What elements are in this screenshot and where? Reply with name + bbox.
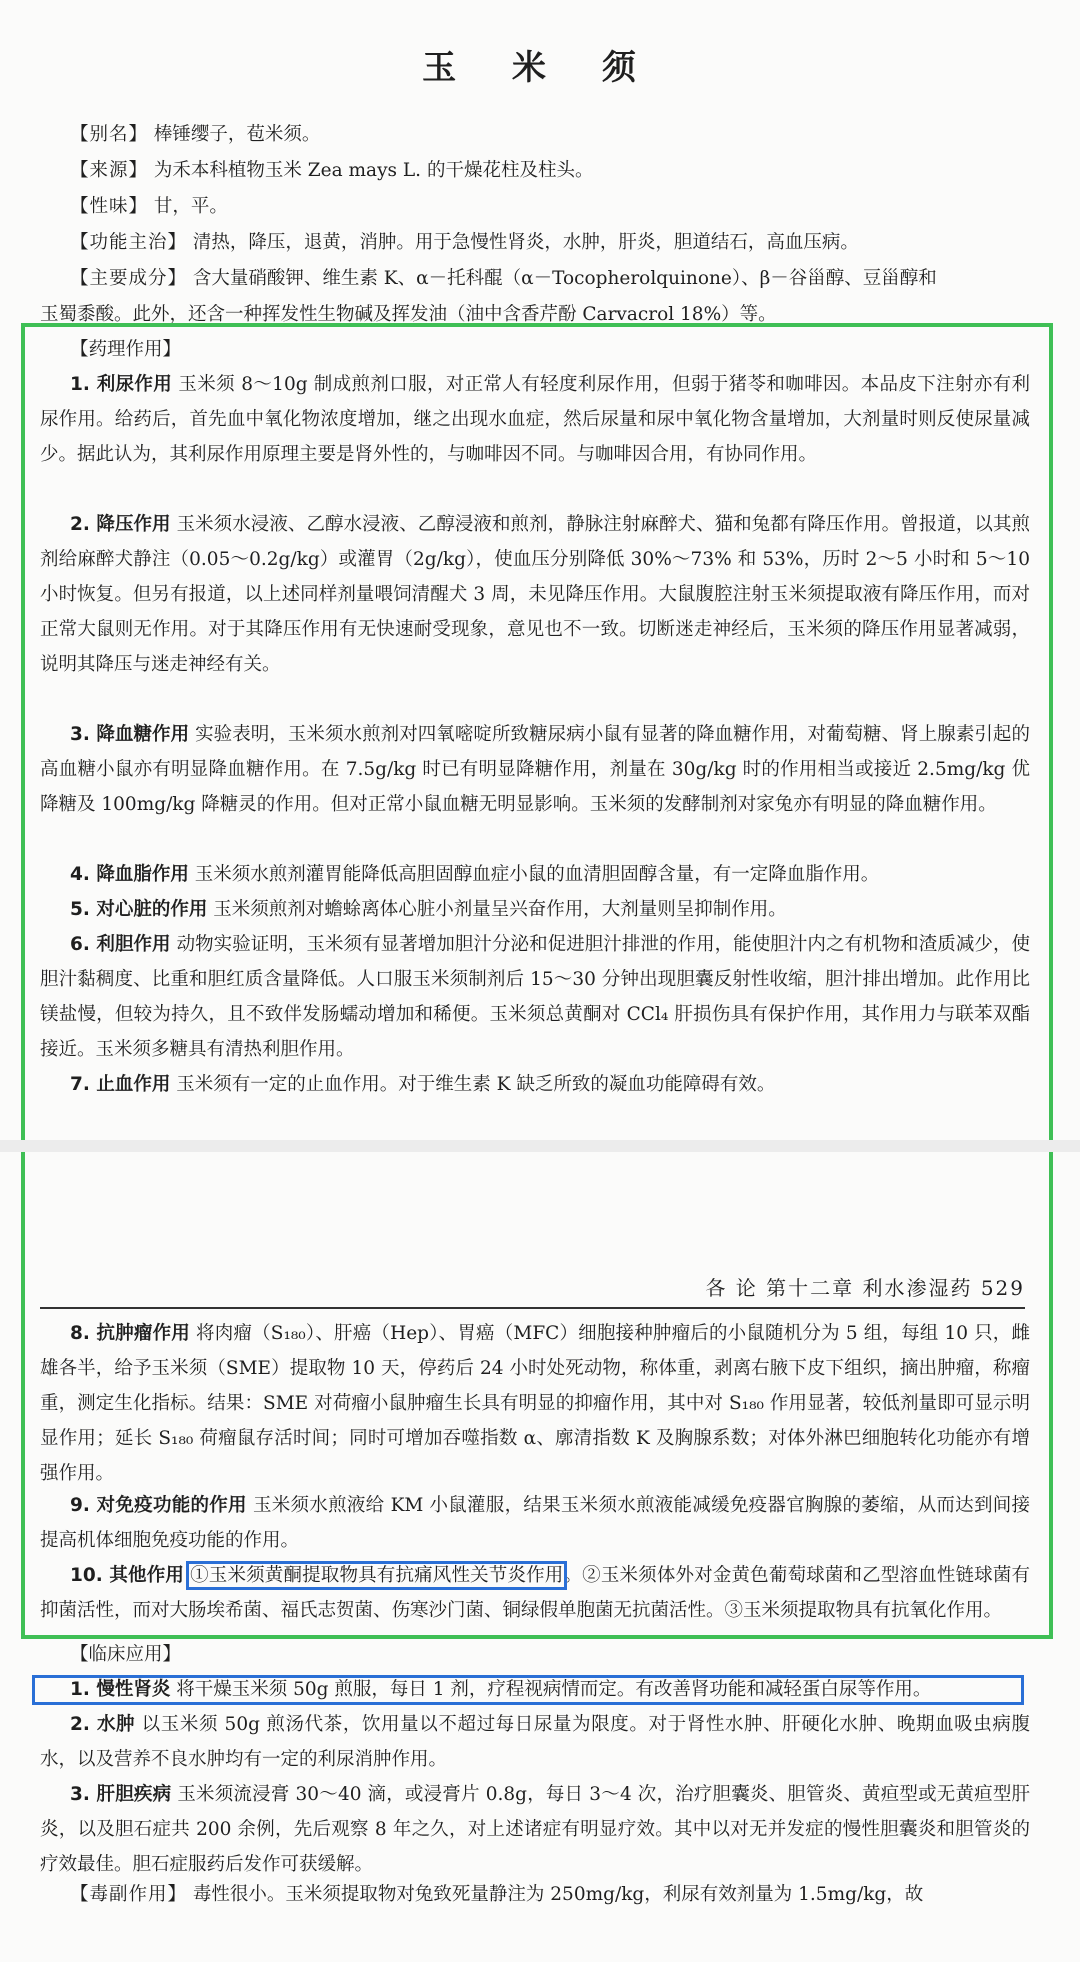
page-title: 玉 米 须 [422,48,658,88]
pharm-item-7-body: 玉米须有一定的止血作用。对于维生素 K 缺乏所致的凝血功能障碍有效。 [176,1074,776,1095]
toxic-tag: 【毒副作用】 [70,1884,188,1905]
composition-line [70,264,937,290]
pharm-item-1 [40,367,1030,472]
pharm-item-5-head: 5. 对心脏的作用 [70,899,208,920]
clinical-item-1-body: 将干燥玉米须 50g 煎服，每日 1 剂，疗程视病情而定。有改善肾功能和减轻蛋白尿等作用。 [176,1679,932,1700]
source-tag: 【来源】 [70,160,149,181]
pharm-item-4-body: 玉米须水煎剂灌胃能降低高胆固醇血症小鼠的血清胆固醇含量，有一定降血脂作用。 [194,864,880,885]
pharm-item-2-head: 2. 降压作用 [70,514,171,535]
pharm-item-9-body: 玉米须水煎液给 KM 小鼠灌服，结果玉米须水煎液能减缓免疫器官胸腺的萎缩，从而达到间接提高机体细胞免疫功能的作用。 [40,1495,1031,1551]
pharm-item-8-head: 8. 抗肿瘤作用 [70,1323,190,1344]
pharm-item-9-head: 9. 对免疫功能的作用 [70,1495,247,1516]
page-break [0,1140,1080,1152]
toxic-line [70,1880,923,1906]
pharm-item-4-head: 4. 降血脂作用 [70,864,189,885]
pharm-item-1-head: 1. 利尿作用 [70,374,173,395]
composition-text: 含大量硝酸钾、维生素 K、α－托科醌（α－Tocopherolquinone）、β－谷甾醇、豆甾醇和 [192,268,937,289]
pharm-item-5-body: 玉米须煎剂对蟾蜍离体心脏小剂量呈兴奋作用，大剂量则呈抑制作用。 [213,899,787,920]
pharm-item-5 [40,892,1030,927]
source-line [70,156,593,182]
header-rule [40,1307,1025,1309]
function-tag: 【功能主治】 [70,232,188,253]
alias-text: 棒锤缨子，苞米须。 [153,124,321,145]
source-text: 为禾本科植物玉米 Zea mays L. 的干燥花柱及柱头。 [153,160,594,181]
pharm-item-3-head: 3. 降血糖作用 [70,724,190,745]
composition-tag: 【主要成分】 [70,268,188,289]
composition-line-2: 玉蜀黍酸。此外，还含一种挥发性生物碱及挥发油（油中含香芹酚 Carvacrol 18%）等。 [40,304,777,325]
clinical-item-1-head: 1. 慢性肾炎 [70,1679,171,1700]
highlight-box-gout: ①玉米须黄酮提取物具有抗痛风性关节炎作用 [190,1565,564,1586]
function-text: 清热，降压，退黄，消肿。用于急慢性肾炎，水肿，肝炎，胆道结石，高血压病。 [192,232,859,253]
pharm-item-8 [40,1316,1030,1491]
clinical-item-2-body: 以玉米须 50g 煎汤代茶，饮用量以不超过每日尿量为限度。对于肾性水肿、肝硬化水肿、晚期血吸虫病腹水，以及营养不良水肿均有一定的利尿消肿作用。 [40,1714,1030,1770]
pharmacology-tag: 【药理作用】 [70,339,182,360]
pharm-item-6-body: 动物实验证明，玉米须有显著增加胆汁分泌和促进胆汁排泄的作用，能使胆汁内之有机物和渣质减少，使胆汁黏稠度、比重和胆红质含量降低。人口服玉米须制剂后 15～30 分钟出现胆囊反射性收缩，胆汁排出增加。此作用比镁盐慢，但较为持久，且不致伴发肠蠕动增加和稀便。玉米须总黄酮对 CCl₄ 肝损伤具有保护作用，其作用力与联苯双酯接近。玉米须多糖具有清热利胆作用。 [40,934,1030,1060]
pharm-item-3 [40,717,1030,822]
clinical-item-3-body: 玉米须流浸膏 30～40 滴，或浸膏片 0.8g，每日 3～4 次，治疗胆囊炎、胆管炎、黄疸型或无黄疸型肝炎，以及胆石症共 200 余例，先后观察 8 年之久，对上述诸症有明显疗效。其中以对无并发症的慢性胆囊炎和胆管炎的疗效最佳。胆石症服药后发作可获缓解。 [40,1784,1031,1875]
pharm-item-6 [40,927,1030,1067]
toxic-text: 毒性很小。玉米须提取物对兔致死量静注为 250mg/kg，利尿有效剂量为 1.5mg/kg，故 [192,1884,924,1905]
clinical-item-2-head: 2. 水肿 [70,1714,136,1735]
pharm-item-10 [40,1558,1030,1628]
pharm-item-3-body: 实验表明，玉米须水煎剂对四氧嘧啶所致糖尿病小鼠有显著的降血糖作用，对葡萄糖、肾上腺素引起的高血糖小鼠亦有明显降血糖作用。在 7.5g/kg 时已有明显降糖作用，剂量在 30g/kg 时的作用相当或接近 2.5mg/kg 优降糖及 100mg/kg 降糖灵的作用。但对正常小鼠血糖无明显影响。玉米须的发酵制剂对家兔亦有明显的降血糖作用。 [40,724,1030,815]
alias-tag: 【别名】 [70,124,149,145]
running-header: 各 论 第十二章 利水渗湿药 529 [705,1276,1025,1300]
pharm-item-4 [40,857,1030,892]
taste-text: 甘，平。 [153,196,228,217]
clinical-item-1 [40,1672,1030,1707]
clinical-item-2 [40,1707,1030,1777]
pharm-item-7 [40,1067,1030,1102]
pharm-item-2 [40,507,1030,682]
pharm-item-8-body: 将肉瘤（S₁₈₀）、肝癌（Hep）、胃癌（MFC）细胞接种肿瘤后的小鼠随机分为 5 组，每组 10 只，雌雄各半，给予玉米须（SME）提取物 10 天，停药后 24 小时处死动物，称体重，剥离右腋下皮下组织，摘出肿瘤，称瘤重，测定生化指标。结果：SME 对荷瘤小鼠肿瘤生长具有明显的抑瘤作用，其中对 S₁₈₀ 作用显著，较低剂量即可显示明显作用；延长 S₁₈₀ 荷瘤鼠存活时间；同时可增加吞噬指数 α、廓清指数 K 及胸腺系数；对体外淋巴细胞转化功能亦有增强作用。 [40,1323,1030,1484]
pharm-item-1-body: 玉米须 8～10g 制成煎剂口服，对正常人有轻度利尿作用，但弱于猪苓和咖啡因。本品皮下注射亦有利尿作用。给药后，首先血中氧化物浓度增加，继之出现水血症，然后尿量和尿中氧化物含量增加，大剂量时则反使尿量减少。据此认为，其利尿作用原理主要是肾外性的，与咖啡因不同。与咖啡因合用，有协同作用。 [40,374,1031,465]
taste-line [70,192,228,218]
pharm-item-2-body: 玉米须水浸液、乙醇水浸液、乙醇浸液和煎剂，静脉注射麻醉犬、猫和兔都有降压作用。曾报道，以其煎剂给麻醉犬静注（0.05～0.2g/kg）或灌胃（2g/kg），使血压分别降低 30%～73% 和 53%，历时 2～5 小时和 5～10 小时恢复。但另有报道，以上述同样剂量喂饲清醒犬 3 周，未见降压作用。大鼠腹腔注射玉米须提取液有降压作用，而对正常大鼠则无作用。对于其降压作用有无快速耐受现象，意见也不一致。切断迷走神经后，玉米须的降压作用显著减弱，说明其降压与迷走神经有关。 [40,514,1030,675]
pharm-item-10-body: 。②玉米须体外对金黄色葡萄球菌和乙型溶血性链球菌有抑菌活性，而对大肠埃希菌、福氏志贺菌、伤寒沙门菌、铜绿假单胞菌无抗菌活性。③玉米须提取物具有抗氧化作用。 [40,1565,1030,1621]
alias-line [70,120,320,146]
clinical-item-3 [40,1777,1030,1882]
clinical-item-3-head: 3. 肝胆疾病 [70,1784,172,1805]
clinical-tag: 【临床应用】 [70,1644,182,1665]
pharm-item-10-head: 10. 其他作用 [70,1565,185,1586]
taste-tag: 【性味】 [70,196,149,217]
pharm-item-7-head: 7. 止血作用 [70,1074,171,1095]
function-line [70,228,859,254]
pharm-item-6-head: 6. 利胆作用 [70,934,171,955]
pharm-item-9 [40,1488,1030,1558]
